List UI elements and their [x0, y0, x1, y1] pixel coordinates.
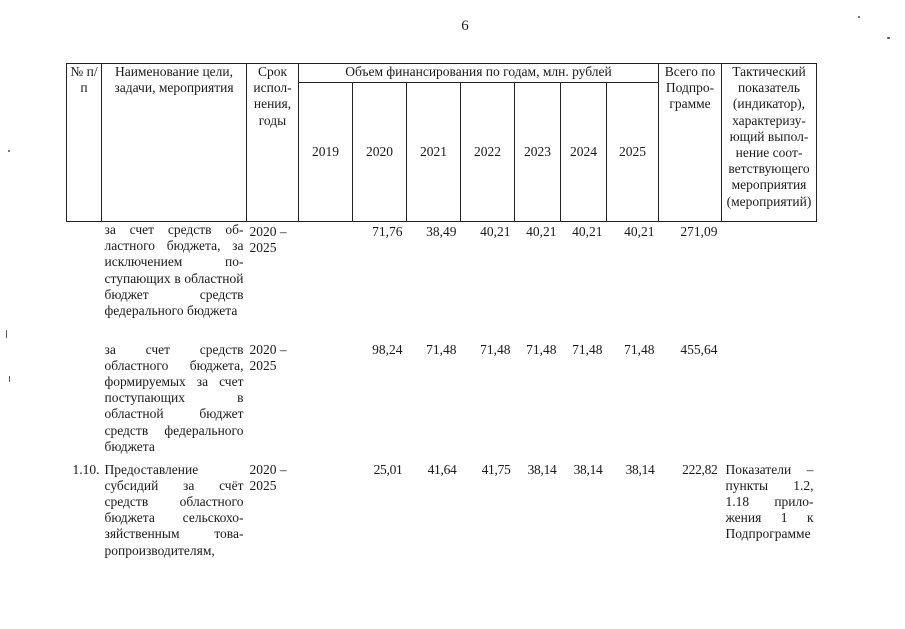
header-year: 2022	[461, 83, 515, 222]
row-indicator	[722, 342, 817, 462]
header-indicator: Тактический показатель (индикатор), характеризующий выполнение соответствующего мероприятия (мероприятий)	[722, 64, 817, 222]
row-value-2021: 38,49	[426, 224, 457, 239]
header-year: 2024	[561, 83, 607, 222]
header-year: 2019	[299, 83, 353, 222]
header-num: № п/п	[67, 64, 102, 222]
scan-speck	[858, 16, 860, 18]
scan-speck	[9, 376, 10, 382]
row-total: 455,64	[680, 341, 718, 357]
row-term: 2020 – 2025	[249, 224, 287, 256]
row-total: 271,09	[680, 224, 718, 239]
row-term: 2020 – 2025	[249, 461, 287, 493]
header-total: Всего по Подпрограмме	[659, 64, 722, 222]
row-value-2025: 40,21	[624, 224, 655, 239]
table-header	[67, 64, 817, 222]
financing-table	[66, 63, 817, 559]
row-value-2024: 38,14	[573, 461, 603, 477]
row-name: Предоставление субсидий за счёт средств областного бюджета сельскохозяйственным товаропроизводителям,	[104, 461, 244, 558]
row-value-2020: 25,01	[373, 461, 403, 477]
header-year: 2021	[407, 83, 461, 222]
scan-speck	[8, 150, 10, 152]
header-name: Наименование цели, задачи, мероприятия	[102, 64, 247, 222]
header-term: Срок исполнения, годы	[247, 64, 299, 222]
row-value-2022: 41,75	[481, 461, 511, 477]
row-value-2019	[299, 462, 353, 559]
row-value-2025: 38,14	[625, 461, 655, 477]
row-term: 2020 – 2025	[249, 341, 287, 373]
row-num: 1.10.	[72, 461, 100, 477]
row-num	[67, 342, 102, 462]
row-name: за счет средств областного бюджета, формируемых за счет поступающих в областной бюджет средств федерального бюджета	[104, 341, 244, 454]
header-year: 2020	[353, 83, 407, 222]
table-row	[67, 462, 817, 559]
scan-speck	[887, 37, 890, 39]
row-value-2021: 71,48	[426, 341, 457, 357]
row-value-2020: 98,24	[372, 341, 403, 357]
row-value-2024: 71,48	[572, 341, 603, 357]
row-total: 222,82	[682, 461, 718, 477]
row-value-2025: 71,48	[624, 341, 655, 357]
header-year: 2023	[515, 83, 561, 222]
row-value-2019	[299, 222, 353, 342]
header-funding-group: Объем финансирования по годам, млн. рублей	[299, 64, 659, 83]
row-value-2022: 71,48	[480, 341, 511, 357]
page-number: 6	[461, 18, 469, 34]
row-num	[67, 222, 102, 342]
row-value-2023: 38,14	[527, 461, 557, 477]
row-value-2020: 71,76	[372, 224, 403, 239]
row-value-2021: 41,64	[427, 461, 457, 477]
row-value-2023: 71,48	[526, 341, 557, 357]
row-indicator: Показатели – пункты 1.2, 1.18 приложения 1 к Подпрограмме	[725, 461, 814, 542]
scan-speck	[6, 330, 7, 338]
header-year: 2025	[607, 83, 659, 222]
table-row	[67, 342, 817, 462]
row-name: за счет средств областного бюджета, за исключением поступающих в областной бюджет средств федерального бюджета	[104, 222, 244, 319]
table-row	[67, 222, 817, 342]
row-value-2022: 40,21	[480, 224, 511, 239]
row-indicator	[722, 222, 817, 342]
row-value-2019	[299, 342, 353, 462]
row-value-2023: 40,21	[526, 224, 557, 239]
row-value-2024: 40,21	[572, 224, 603, 239]
